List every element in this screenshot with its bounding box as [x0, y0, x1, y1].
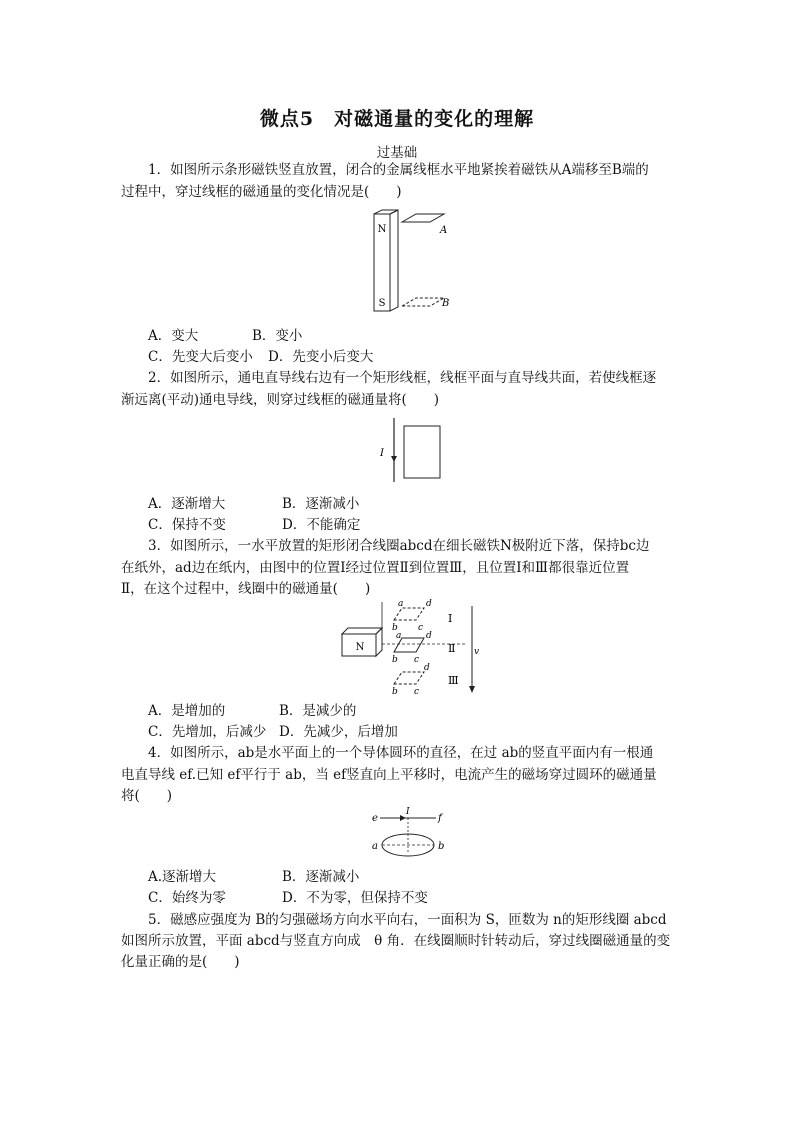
q3-text-line1: 3．如图所示，一水平放置的矩形闭合线圈abcd在细长磁铁N极附近下落，保持bc边 [148, 538, 650, 554]
q3-label-b2: b [392, 655, 398, 665]
q1-text-line2: 过程中，穿过线框的磁通量的变化情况是( ) [121, 184, 402, 200]
q3-label-c1: c [418, 623, 424, 633]
q1-option-a[interactable]: A．变大 [148, 328, 199, 344]
q3-option-c[interactable]: C．先增加，后减少 [148, 724, 267, 740]
q3-option-b[interactable]: B．是减少的 [279, 703, 357, 719]
q3-option-d[interactable]: D．先减少，后增加 [279, 724, 398, 740]
q4-label-a: a [372, 841, 378, 852]
q3-text-line3: Ⅱ，在这个过程中，线圈中的磁通量( ) [121, 581, 371, 597]
q5-text-line3: 化量正确的是( ) [121, 954, 240, 970]
q1-option-d[interactable]: D．先变小后变大 [268, 349, 374, 365]
q2-option-a[interactable]: A．逐渐增大 [148, 496, 226, 512]
q1-option-c[interactable]: C．先变大后变小 [148, 349, 253, 365]
q1-option-b[interactable]: B．变小 [252, 328, 303, 344]
q4-text-line2: 电直导线 ef.已知 ef平行于 ab，当 ef竖直向上平移时，电流产生的磁场穿过圆环的磁通量 [121, 767, 657, 783]
q2-option-d[interactable]: D．不能确定 [282, 517, 361, 533]
q1-label-b: B [442, 298, 450, 309]
q3-label-a1: a [398, 599, 404, 609]
q1-label-n: N [377, 224, 387, 235]
q4-option-d[interactable]: D．不为零，但保持不变 [282, 890, 428, 906]
q5-text-line2: 如图所示放置，平面 abcd与竖直方向成 θ 角．在线圈顺时针转动后，穿过线圈磁通量的变 [121, 933, 671, 949]
q2-option-b[interactable]: B．逐渐减小 [282, 496, 360, 512]
q4-label-f: f [438, 813, 442, 824]
q3-label-d3: d [424, 663, 430, 673]
q4-option-c[interactable]: C．始终为零 [148, 890, 226, 906]
q3-label-d2: d [426, 631, 432, 641]
q4-figure-ring-wire [366, 806, 456, 866]
q4-text-line3: 将( ) [121, 788, 173, 804]
q2-figure-wire-loop [376, 416, 446, 486]
q3-option-a[interactable]: A．是增加的 [148, 703, 226, 719]
q2-label-current: I [380, 448, 384, 459]
q3-label-velocity: v [474, 647, 480, 657]
q1-text-line1: 1．如图所示条形磁铁竖直放置，闭合的金属线框水平地紧挨着磁铁从A端移至B端的 [148, 162, 649, 178]
q3-label-position-1: Ⅰ [448, 612, 453, 625]
q5-text-line1: 5．磁感应强度为 B的匀强磁场方向水平向右，一面积为 S，匝数为 n的矩形线圈 abcd [148, 912, 667, 928]
q2-text-line2: 渐远离(平动)通电导线，则穿过线框的磁通量将( ) [121, 392, 440, 408]
q4-option-b[interactable]: B．逐渐减小 [282, 869, 360, 885]
q3-figure-magnet-coil [340, 598, 490, 698]
page-title: 微点5 对磁通量的变化的理解 [259, 108, 535, 130]
q4-label-b: b [438, 841, 445, 852]
q4-option-a[interactable]: A.逐渐增大 [148, 869, 217, 885]
q3-label-position-3: Ⅲ [448, 674, 459, 687]
q3-text-line2: 在纸外，ad边在纸内，由图中的位置Ⅰ经过位置Ⅱ到位置Ⅲ，且位置Ⅰ和Ⅲ都很靠近位置 [121, 560, 630, 576]
q2-text-line1: 2．如图所示，通电直导线右边有一个矩形线框，线框平面与直导线共面，若使线框逐 [148, 370, 657, 386]
q4-label-e: e [372, 813, 378, 824]
q3-label-c3: c [414, 687, 420, 697]
q3-label-d1: d [426, 599, 432, 609]
q3-label-a2: a [396, 631, 402, 641]
q3-label-b1: b [392, 623, 398, 633]
q4-label-current: I [406, 807, 410, 817]
q1-label-a: A [440, 225, 448, 236]
section-heading: 过基础 [376, 145, 418, 161]
q1-figure-bar-magnet [360, 208, 470, 318]
q3-label-position-2: Ⅱ [448, 642, 456, 655]
q1-label-s: S [378, 298, 386, 309]
q3-label-c2: c [414, 655, 420, 665]
q4-text-line1: 4．如图所示，ab是水平面上的一个导体圆环的直径，在过 ab的竖直平面内有一根通 [148, 745, 654, 761]
q2-option-c[interactable]: C．保持不变 [148, 517, 226, 533]
q3-label-b3: b [392, 687, 398, 697]
q3-label-n: N [355, 642, 365, 653]
